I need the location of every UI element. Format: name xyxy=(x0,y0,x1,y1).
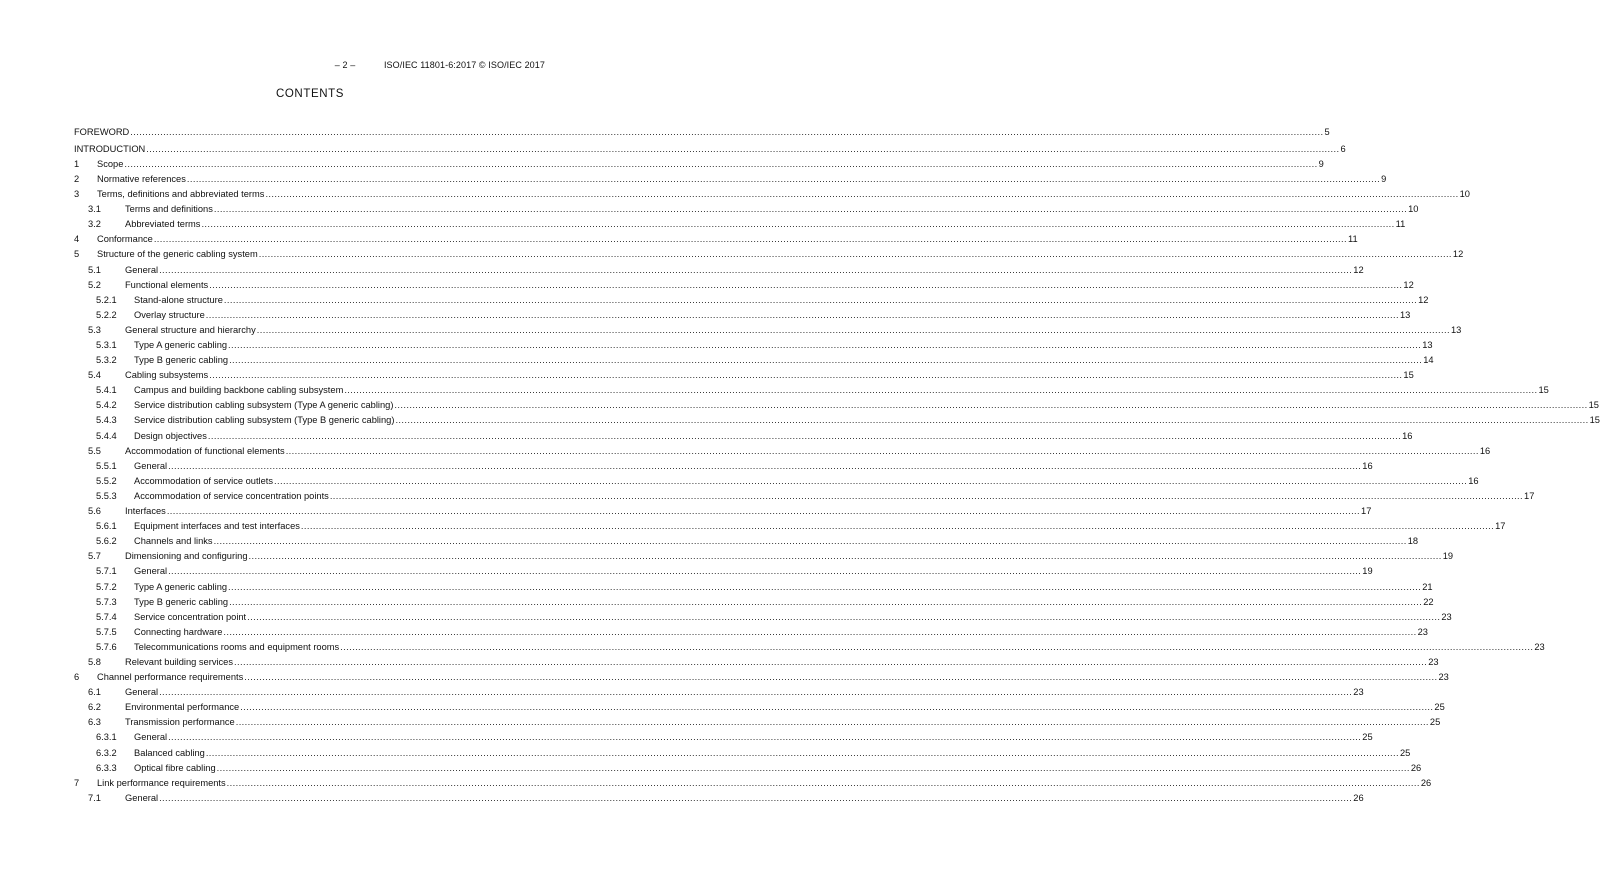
toc-entry-number: 6.3.1 xyxy=(96,732,117,743)
toc-entry-number: 5.4.3 xyxy=(96,415,117,426)
toc-entry-number: 5.7.5 xyxy=(96,626,117,637)
toc-entry-page: 6 xyxy=(1340,143,1346,154)
toc-entry-page: 25 xyxy=(1400,747,1411,758)
toc-entry-title: Channel performance requirements xyxy=(97,672,244,683)
toc-entry[interactable] xyxy=(74,561,1373,577)
toc-entry-page: 26 xyxy=(1353,792,1364,803)
toc-dot-leader: ................................................................................................................................................................................................................................................................................................................................................................................................................ xyxy=(235,717,1429,728)
toc-entry-number: 7 xyxy=(74,777,80,788)
toc-entry-number: 5.5.2 xyxy=(96,475,117,486)
toc-entry-title: Service concentration point xyxy=(134,611,247,622)
toc-dot-leader: ................................................................................................................................................................................................................................................................................................................................................................................................................ xyxy=(234,656,1428,667)
toc-dot-leader: ................................................................................................................................................................................................................................................................................................................................................................................................................ xyxy=(216,762,1410,773)
toc-entry-title: Service distribution cabling subsystem (Type B generic cabling) xyxy=(134,415,395,426)
toc-dot-leader: ................................................................................................................................................................................................................................................................................................................................................................................................................ xyxy=(223,626,1417,637)
toc-entry[interactable] xyxy=(74,199,1419,215)
toc-entry-page: 25 xyxy=(1434,702,1445,713)
toc-entry-title: Functional elements xyxy=(125,279,209,290)
toc-entry[interactable] xyxy=(74,395,1599,411)
toc-entry-page: 22 xyxy=(1423,596,1434,607)
toc-entry-title: General xyxy=(125,687,159,698)
toc-entry[interactable] xyxy=(74,742,1411,758)
toc-entry-number: 5.3.2 xyxy=(96,355,117,366)
toc-entry[interactable] xyxy=(74,244,1464,260)
toc-entry[interactable] xyxy=(74,139,1346,154)
toc-entry-title: General xyxy=(125,264,159,275)
toc-entry-number: 5.6.1 xyxy=(96,521,117,532)
toc-entry-number: 5.7.3 xyxy=(96,596,117,607)
toc-entry-number: 5.7 xyxy=(88,551,101,562)
toc-entry[interactable] xyxy=(74,320,1462,335)
toc-entry-number: 3 xyxy=(74,189,80,200)
toc-entry-number: 5.1 xyxy=(88,264,101,275)
toc-entry-page: 25 xyxy=(1429,717,1441,728)
toc-entry-number: 5.2.2 xyxy=(96,309,117,320)
toc-dot-leader: ................................................................................................................................................................................................................................................................................................................................................................................................................ xyxy=(153,234,1348,245)
toc-entry-title: Interfaces xyxy=(125,506,166,517)
toc-dot-leader: ................................................................................................................................................................................................................................................................................................................................................................................................................ xyxy=(256,324,1450,335)
toc-entry[interactable] xyxy=(74,592,1434,607)
toc-entry-title: Service distribution cabling subsystem (Type A generic cabling) xyxy=(134,400,394,411)
toc-entry-title: Cabling subsystems xyxy=(125,370,209,381)
toc-entry[interactable] xyxy=(74,607,1452,622)
toc-dot-leader: ................................................................................................................................................................................................................................................................................................................................................................................................................ xyxy=(209,279,1403,290)
toc-entry-page: 23 xyxy=(1353,687,1364,698)
toc-entry-page: 11 xyxy=(1348,234,1358,245)
toc-dot-leader: ................................................................................................................................................................................................................................................................................................................................................................................................................ xyxy=(240,702,1434,713)
toc-dot-leader: ................................................................................................................................................................................................................................................................................................................................................................................................................ xyxy=(146,143,1340,154)
toc-entry-title: Conformance xyxy=(97,234,153,245)
toc-entry[interactable] xyxy=(74,576,1433,592)
toc-entry-page: 19 xyxy=(1362,566,1373,577)
toc-dot-leader: ................................................................................................................................................................................................................................................................................................................................................................................................................ xyxy=(228,581,1422,592)
toc-entry-title: Normative references xyxy=(97,173,186,184)
toc-entry-title: Equipment interfaces and test interfaces xyxy=(134,521,300,532)
page-header xyxy=(0,60,545,70)
table-of-contents xyxy=(74,122,1600,803)
toc-entry-title: Accommodation of functional elements xyxy=(125,445,285,456)
toc-entry-page: 16 xyxy=(1468,475,1479,486)
toc-dot-leader: ................................................................................................................................................................................................................................................................................................................................................................................................................ xyxy=(229,596,1423,607)
toc-entry-title: General xyxy=(134,566,168,577)
toc-entry-title: Abbreviated terms xyxy=(125,219,201,230)
toc-dot-leader: ................................................................................................................................................................................................................................................................................................................................................................................................................ xyxy=(274,475,1468,486)
toc-entry[interactable] xyxy=(74,122,1330,138)
toc-entry[interactable] xyxy=(74,441,1491,456)
toc-entry-title: Type B generic cabling xyxy=(134,355,229,366)
toc-entry[interactable] xyxy=(74,456,1373,471)
toc-entry[interactable] xyxy=(74,501,1372,517)
toc-dot-leader: ................................................................................................................................................................................................................................................................................................................................................................................................................ xyxy=(329,490,1524,501)
toc-entry-number: 5.2 xyxy=(88,279,101,290)
toc-entry-number: 6 xyxy=(74,672,80,683)
toc-entry-number: 5.5.3 xyxy=(96,490,117,501)
toc-entry-page: 23 xyxy=(1417,626,1428,637)
toc-entry-number: 7.1 xyxy=(88,792,101,803)
toc-entry-page: 12 xyxy=(1353,264,1364,275)
toc-entry[interactable] xyxy=(74,637,1545,652)
toc-entry-number: 5 xyxy=(74,249,80,260)
page-number: – 2 – xyxy=(334,60,356,70)
toc-dot-leader: ................................................................................................................................................................................................................................................................................................................................................................................................................ xyxy=(213,204,1408,215)
toc-dot-leader: ................................................................................................................................................................................................................................................................................................................................................................................................................ xyxy=(244,672,1438,683)
toc-entry-number: 6.3.2 xyxy=(96,747,117,758)
toc-entry-page: 26 xyxy=(1410,762,1422,773)
toc-entry-title: Type A generic cabling xyxy=(134,581,228,592)
toc-dot-leader: ................................................................................................................................................................................................................................................................................................................................................................................................................ xyxy=(265,189,1459,200)
toc-entry-number: 6.3.3 xyxy=(96,762,117,773)
toc-entry-page: 15 xyxy=(1588,400,1599,411)
toc-entry-number: 5.6.2 xyxy=(96,536,117,547)
toc-entry[interactable] xyxy=(74,773,1432,788)
toc-entry-page: 16 xyxy=(1362,460,1373,471)
toc-entry-title: Terms, definitions and abbreviated terms xyxy=(97,189,265,200)
toc-entry[interactable] xyxy=(74,275,1414,290)
toc-dot-leader: ................................................................................................................................................................................................................................................................................................................................................................................................................ xyxy=(207,430,1402,441)
toc-entry-title: Campus and building backbone cabling subsystem xyxy=(134,385,344,396)
toc-entry-title: FOREWORD xyxy=(74,127,130,138)
toc-entry-number: 6.3 xyxy=(88,717,101,728)
toc-entry-number: 5.7.6 xyxy=(96,641,117,652)
toc-entry-title: Relevant building services xyxy=(125,656,234,667)
toc-entry-page: 21 xyxy=(1422,581,1433,592)
toc-entry-title: Design objectives xyxy=(134,430,207,441)
toc-entry-title: Optical fibre cabling xyxy=(134,762,216,773)
toc-dot-leader: ................................................................................................................................................................................................................................................................................................................................................................................................................ xyxy=(340,641,1534,652)
toc-dot-leader: ................................................................................................................................................................................................................................................................................................................................................................................................................ xyxy=(344,385,1538,396)
toc-entry-number: 1 xyxy=(74,158,80,169)
toc-entry[interactable] xyxy=(74,380,1549,396)
toc-entry[interactable] xyxy=(74,516,1506,532)
toc-entry-title: Type B generic cabling xyxy=(134,596,229,607)
toc-entry[interactable] xyxy=(74,667,1449,683)
toc-entry-title: Channels and links xyxy=(134,536,213,547)
toc-entry-number: 5.7.4 xyxy=(96,611,117,622)
toc-entry[interactable] xyxy=(74,184,1470,200)
toc-entry-number: 3.2 xyxy=(88,219,101,230)
toc-entry-page: 15 xyxy=(1403,370,1414,381)
toc-entry-number: 5.3.1 xyxy=(96,340,117,350)
toc-entry[interactable] xyxy=(74,697,1445,713)
toc-entry-page: 9 xyxy=(1381,173,1387,184)
toc-entry-number: 5.3 xyxy=(88,324,101,335)
toc-dot-leader: ................................................................................................................................................................................................................................................................................................................................................................................................................ xyxy=(258,249,1452,260)
toc-entry-number: 5.4.1 xyxy=(96,385,117,396)
toc-entry-title: General xyxy=(134,732,168,743)
toc-entry[interactable] xyxy=(74,154,1324,169)
toc-dot-leader: ................................................................................................................................................................................................................................................................................................................................................................................................................ xyxy=(168,460,1362,471)
toc-dot-leader: ................................................................................................................................................................................................................................................................................................................................................................................................................ xyxy=(159,687,1353,698)
toc-entry[interactable] xyxy=(74,712,1441,728)
toc-dot-leader: ................................................................................................................................................................................................................................................................................................................................................................................................................ xyxy=(205,747,1400,758)
standard-reference: ISO/IEC 11801-6:2017 © ISO/IEC 2017 xyxy=(383,60,545,70)
toc-dot-leader: ................................................................................................................................................................................................................................................................................................................................................................................................................ xyxy=(228,340,1422,350)
toc-dot-leader: ................................................................................................................................................................................................................................................................................................................................................................................................................ xyxy=(124,158,1318,169)
toc-dot-leader: ................................................................................................................................................................................................................................................................................................................................................................................................................ xyxy=(300,521,1495,532)
toc-entry-number: 5.4.2 xyxy=(96,400,117,411)
toc-entry-number: 5.5 xyxy=(88,445,101,456)
toc-entry-number: 5.7.1 xyxy=(96,566,117,577)
toc-entry-page: 17 xyxy=(1524,490,1535,501)
toc-entry-page: 19 xyxy=(1442,551,1454,562)
toc-entry-title: General xyxy=(134,460,168,471)
toc-entry-number: 3.1 xyxy=(88,204,101,215)
toc-entry-page: 23 xyxy=(1441,611,1452,622)
toc-entry[interactable] xyxy=(74,290,1429,305)
toc-entry-page: 12 xyxy=(1418,294,1429,305)
toc-dot-leader: ................................................................................................................................................................................................................................................................................................................................................................................................................ xyxy=(285,445,1479,456)
toc-dot-leader: ................................................................................................................................................................................................................................................................................................................................................................................................................ xyxy=(201,219,1395,230)
toc-entry-page: 16 xyxy=(1402,430,1413,441)
toc-entry-page: 10 xyxy=(1408,204,1419,215)
toc-entry[interactable] xyxy=(74,214,1406,230)
toc-entry[interactable] xyxy=(74,365,1414,381)
toc-entry-page: 9 xyxy=(1318,158,1324,169)
toc-entry-title: Balanced cabling xyxy=(134,747,205,758)
toc-entry-number: 5.5.1 xyxy=(96,460,117,471)
toc-entry[interactable] xyxy=(74,259,1364,275)
toc-entry-page: 10 xyxy=(1459,189,1470,200)
toc-entry-title: Transmission performance xyxy=(125,717,235,728)
toc-entry-number: 4 xyxy=(74,234,80,245)
toc-entry-title: Dimensioning and configuring xyxy=(125,551,248,562)
toc-entry[interactable] xyxy=(74,486,1535,501)
toc-entry-page: 18 xyxy=(1407,536,1419,547)
toc-entry-page: 17 xyxy=(1495,521,1506,532)
toc-dot-leader: ................................................................................................................................................................................................................................................................................................................................................................................................................ xyxy=(205,309,1399,320)
toc-dot-leader: ................................................................................................................................................................................................................................................................................................................................................................................................................ xyxy=(394,400,1588,411)
toc-entry-number: 5.4 xyxy=(88,370,101,381)
toc-entry[interactable] xyxy=(74,305,1411,320)
toc-entry-title: General xyxy=(125,792,159,803)
toc-entry-page: 13 xyxy=(1450,324,1462,335)
toc-dot-leader: ................................................................................................................................................................................................................................................................................................................................................................................................................ xyxy=(223,294,1418,305)
toc-entry-page: 23 xyxy=(1428,656,1439,667)
toc-entry-title: Link performance requirements xyxy=(97,777,226,788)
toc-entry[interactable] xyxy=(74,229,1358,245)
toc-entry-page: 11 xyxy=(1395,219,1406,230)
toc-entry-number: 5.2.1 xyxy=(96,294,117,305)
toc-entry[interactable] xyxy=(74,410,1600,426)
toc-entry-title: Accommodation of service concentration points xyxy=(134,490,329,501)
toc-dot-leader: ................................................................................................................................................................................................................................................................................................................................................................................................................ xyxy=(159,264,1353,275)
toc-entry-number: 5.7.2 xyxy=(96,581,117,592)
toc-entry-page: 17 xyxy=(1361,506,1372,517)
toc-entry[interactable] xyxy=(74,425,1413,441)
toc-entry-title: Stand-alone structure xyxy=(134,294,223,305)
toc-entry-page: 26 xyxy=(1420,777,1432,788)
toc-dot-leader: ................................................................................................................................................................................................................................................................................................................................................................................................................ xyxy=(213,536,1407,547)
toc-entry-title: General structure and hierarchy xyxy=(125,324,256,335)
toc-entry[interactable] xyxy=(74,471,1479,486)
toc-dot-leader: ................................................................................................................................................................................................................................................................................................................................................................................................................ xyxy=(229,355,1423,366)
toc-entry-number: 6.2 xyxy=(88,702,101,713)
toc-entry-number: 6.1 xyxy=(88,687,101,698)
toc-dot-leader: ................................................................................................................................................................................................................................................................................................................................................................................................................ xyxy=(159,792,1353,803)
toc-entry[interactable] xyxy=(74,350,1434,366)
toc-entry-title: INTRODUCTION xyxy=(74,143,146,154)
toc-entry-page: 13 xyxy=(1422,340,1433,350)
toc-entry-number: 5.6 xyxy=(88,506,101,517)
toc-entry-title: Telecommunications rooms and equipment rooms xyxy=(134,641,340,652)
toc-entry-title: Accommodation of service outlets xyxy=(134,475,273,486)
toc-dot-leader: ................................................................................................................................................................................................................................................................................................................................................................................................................ xyxy=(168,732,1362,743)
toc-entry[interactable] xyxy=(74,788,1364,803)
toc-entry[interactable] xyxy=(74,652,1439,667)
toc-dot-leader: ................................................................................................................................................................................................................................................................................................................................................................................................................ xyxy=(226,777,1420,788)
toc-dot-leader: ................................................................................................................................................................................................................................................................................................................................................................................................................ xyxy=(395,415,1589,426)
toc-entry[interactable] xyxy=(74,758,1422,773)
toc-entry[interactable] xyxy=(74,335,1433,350)
toc-entry-page: 16 xyxy=(1479,445,1491,456)
toc-entry[interactable] xyxy=(74,622,1428,637)
toc-entry-page: 23 xyxy=(1438,672,1449,683)
toc-entry[interactable] xyxy=(74,169,1387,184)
toc-entry-page: 12 xyxy=(1403,279,1414,290)
contents-title: CONTENTS xyxy=(275,88,345,100)
toc-dot-leader: ................................................................................................................................................................................................................................................................................................................................................................................................................ xyxy=(247,611,1441,622)
toc-dot-leader: ................................................................................................................................................................................................................................................................................................................................................................................................................ xyxy=(168,566,1362,577)
toc-entry-title: Terms and definitions xyxy=(125,204,213,215)
toc-entry-title: Structure of the generic cabling system xyxy=(97,249,258,260)
toc-entry-number: 2 xyxy=(74,173,80,184)
toc-entry[interactable] xyxy=(74,546,1454,562)
toc-entry-title: Scope xyxy=(97,158,124,169)
toc-entry-page: 25 xyxy=(1362,732,1373,743)
toc-entry-page: 23 xyxy=(1534,641,1545,652)
toc-dot-leader: ................................................................................................................................................................................................................................................................................................................................................................................................................ xyxy=(166,506,1361,517)
toc-entry-title: Type A generic cabling xyxy=(134,340,228,350)
toc-entry-number: 5.8 xyxy=(88,656,101,667)
toc-entry-page: 15 xyxy=(1538,385,1549,396)
toc-entry-page: 12 xyxy=(1452,249,1464,260)
toc-entry-title: Connecting hardware xyxy=(134,626,223,637)
toc-entry-title: Overlay structure xyxy=(134,309,205,320)
toc-entry[interactable] xyxy=(74,682,1364,698)
toc-dot-leader: ................................................................................................................................................................................................................................................................................................................................................................................................................ xyxy=(248,551,1442,562)
toc-entry-page: 13 xyxy=(1399,309,1411,320)
toc-entry-title: Environmental performance xyxy=(125,702,240,713)
toc-dot-leader: ................................................................................................................................................................................................................................................................................................................................................................................................................ xyxy=(130,127,1324,138)
toc-entry-page: 15 xyxy=(1589,415,1600,426)
toc-dot-leader: ................................................................................................................................................................................................................................................................................................................................................................................................................ xyxy=(186,173,1381,184)
toc-entry[interactable] xyxy=(74,531,1419,547)
toc-entry[interactable] xyxy=(74,727,1373,743)
toc-entry-number: 5.4.4 xyxy=(96,430,117,441)
toc-entry-page: 14 xyxy=(1423,355,1434,366)
toc-dot-leader: ................................................................................................................................................................................................................................................................................................................................................................................................................ xyxy=(209,370,1403,381)
toc-entry-page: 5 xyxy=(1324,127,1330,138)
